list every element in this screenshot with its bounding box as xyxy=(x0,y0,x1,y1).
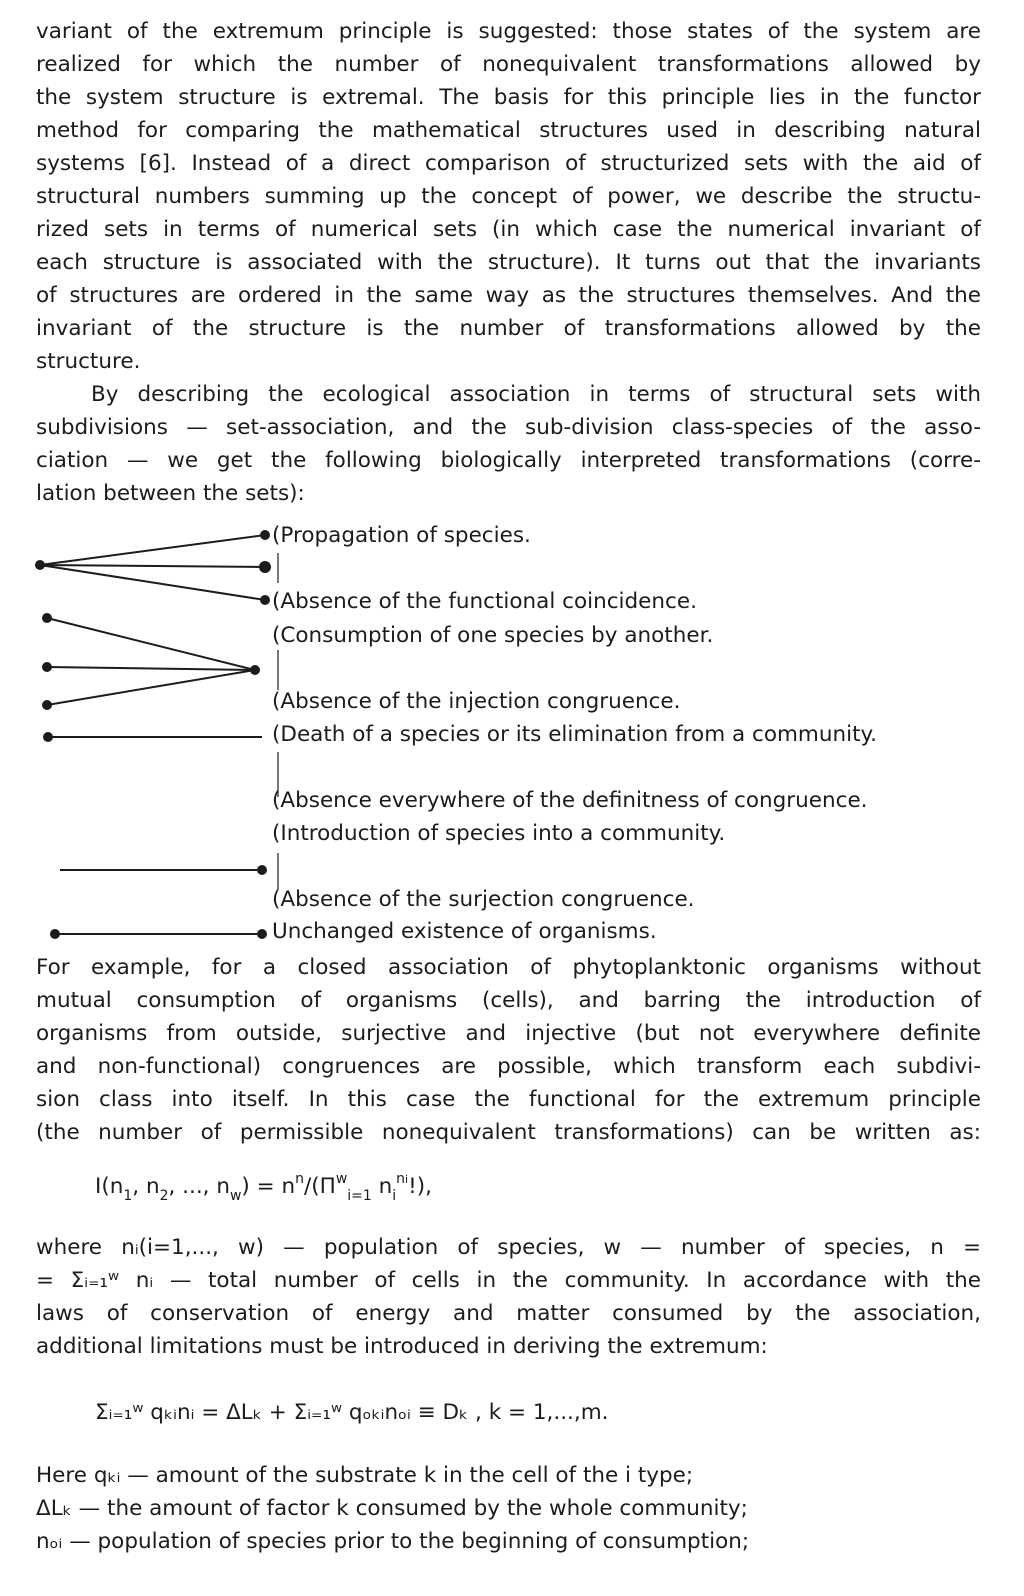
diagram-label: (Absence of the functional coincidence. xyxy=(272,589,697,614)
text-line: By describing the ecological association in terms of structural sets with xyxy=(91,382,981,407)
formula-sup: w xyxy=(335,1171,348,1187)
diagram-label: (Death of a species or its elimination from a community. xyxy=(272,722,878,747)
text-line: each structure is associated with the structure). It turns out that the invariants xyxy=(36,250,981,275)
diagram-label: (Absence everywhere of the definitness of congruence. xyxy=(272,788,868,813)
text-line: subdivisions — set-association, and the sub-division class-species of the asso- xyxy=(36,415,981,440)
text-line: (the number of permissible nonequivalent transformations) can be written as: xyxy=(36,1120,981,1145)
target-dot xyxy=(261,531,269,539)
text-line: method for comparing the mathematical structures used in describing natural xyxy=(36,118,981,143)
text-line: nₒᵢ — population of species prior to the beginning of consumption; xyxy=(36,1529,750,1554)
text-line: lation between the sets): xyxy=(36,481,305,506)
source-dot xyxy=(43,614,51,622)
text-line: variant of the extremum principle is suggested: those states of the system are xyxy=(36,19,981,44)
arrow-line xyxy=(40,565,265,567)
text-line: systems [6]. Instead of a direct comparison of structurized sets with the aid of xyxy=(36,151,981,176)
formula-sub: 1 xyxy=(123,1188,133,1204)
target-dot xyxy=(258,930,266,938)
formula-sub: i xyxy=(392,1188,397,1204)
text-line: For example, for a closed association of phytoplanktonic organisms without xyxy=(36,955,981,980)
text-line: structure. xyxy=(36,349,141,374)
arrow-line xyxy=(47,670,255,705)
diagram-label: (Absence of the injection congruence. xyxy=(272,689,681,714)
source-dot xyxy=(51,930,59,938)
target-dot xyxy=(251,666,259,674)
text-line: ΔLₖ — the amount of factor k consumed by the whole community; xyxy=(36,1496,748,1521)
text-line: invariant of the structure is the number of transformations allowed by the xyxy=(36,316,981,341)
text-line: = Σᵢ₌₁ʷ nᵢ — total number of cells in the community. In accordance with the xyxy=(36,1268,981,1293)
formula-part: , ..., n xyxy=(168,1174,230,1199)
text-line: Here qₖᵢ — amount of the substrate k in the cell of the i type; xyxy=(36,1463,694,1488)
source-dot xyxy=(44,733,52,741)
text-line: laws of conservation of energy and matter consumed by the association, xyxy=(36,1301,981,1326)
source-dot xyxy=(43,663,51,671)
formula-sub: w xyxy=(229,1188,242,1204)
target-dot xyxy=(260,562,270,572)
target-dot xyxy=(258,866,266,874)
text-line: organisms from outside, surjective and injective (but not everywhere definite xyxy=(36,1021,981,1046)
diagram-label: (Absence of the surjection congruence. xyxy=(272,887,695,912)
diagram-label: (Consumption of one species by another. xyxy=(272,623,714,648)
text-line: sion class into itself. In this case the functional for the extremum principle xyxy=(36,1087,981,1112)
text-line: structural numbers summing up the concept of power, we describe the structu- xyxy=(36,184,981,209)
arrow-line xyxy=(47,667,255,670)
formula-part: ) = n xyxy=(241,1174,296,1199)
formula-part: , n xyxy=(132,1174,160,1199)
text-line: where nᵢ(i=1,..., w) — population of species, w — number of species, n = xyxy=(36,1235,981,1260)
diagram-label: Unchanged existence of organisms. xyxy=(272,919,657,944)
diagram-label: (Propagation of species. xyxy=(272,523,531,548)
formula-part: /(Π xyxy=(304,1174,336,1199)
arrow-line xyxy=(40,535,265,565)
formula-sub: 2 xyxy=(159,1188,169,1204)
formula-sup: n xyxy=(396,1171,406,1187)
source-dot xyxy=(43,701,51,709)
formula-sub: i=1 xyxy=(347,1188,372,1204)
formula-part: n xyxy=(371,1174,393,1199)
formula-sup: n xyxy=(295,1171,304,1187)
arrow-line xyxy=(47,618,255,670)
text-line: ciation — we get the following biologically interpreted transformations (corre- xyxy=(36,448,981,473)
text-line: the system structure is extremal. The basis for this principle lies in the functor xyxy=(36,85,981,110)
arrow-line xyxy=(40,565,265,600)
text-line: of structures are ordered in the same way as the structures themselves. And the xyxy=(36,283,981,308)
diagram-label: (Introduction of species into a community. xyxy=(272,821,726,846)
formula-part: I(n xyxy=(95,1174,124,1199)
formula-constraint: Σᵢ₌₁ʷ qₖᵢnᵢ = ΔLₖ + Σᵢ₌₁ʷ qₒₖᵢnₒᵢ ≡ Dₖ , k = 1,...,m. xyxy=(95,1400,609,1425)
text-line: rized sets in terms of numerical sets (in which case the numerical invariant of xyxy=(36,217,981,242)
formula-sup: i xyxy=(405,1173,409,1186)
text-line: mutual consumption of organisms (cells), and barring the introduction of xyxy=(36,988,981,1013)
formula-part: !), xyxy=(408,1174,432,1199)
text-line: realized for which the number of nonequivalent transformations allowed by xyxy=(36,52,981,77)
text-line: additional limitations must be introduced in deriving the extremum: xyxy=(36,1334,768,1359)
source-dot xyxy=(36,561,44,569)
target-dot xyxy=(261,596,269,604)
formula-functional xyxy=(95,1171,432,1204)
text-line: and non-functional) congruences are possible, which transform each subdivi- xyxy=(36,1054,981,1079)
